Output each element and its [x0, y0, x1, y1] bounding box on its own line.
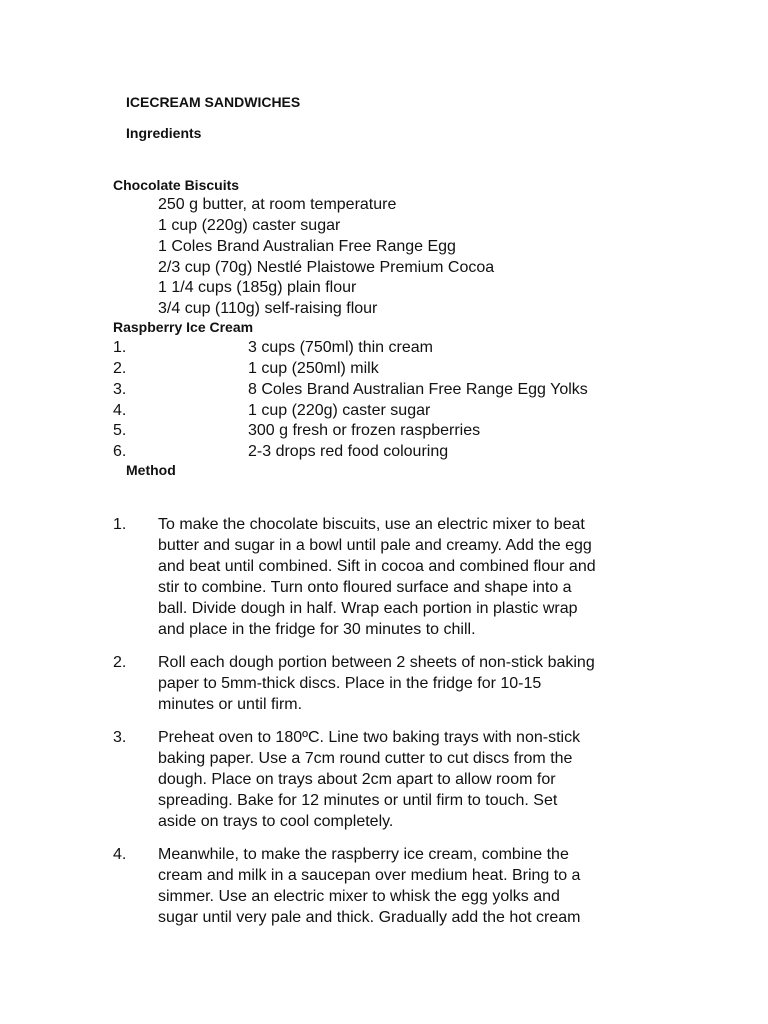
- method-step-number: 3.: [113, 729, 127, 746]
- method-step-text: Preheat oven to 180ºC. Line two baking trays with non-stick baking paper. Use a 7cm round cutter to cut discs from the dough. Place on trays about 2cm apart to allow room for spreading. Bake for 12 minutes or until firm to touch. Set aside on trays to cool completely.: [158, 729, 581, 830]
- method-step-text: To make the chocolate biscuits, use an electric mixer to beat butter and sugar in a bowl until pale and creamy. Add the egg and beat until combined. Sift in cocoa and combined flour and stir to combine. Turn onto floured surface and shape into a ball. Divide dough in half. Wrap each portion in plastic wrap and place in the fridge for 30 minutes to chill.: [158, 516, 596, 638]
- method-step-number: 2.: [113, 654, 127, 671]
- method-step-text: Roll each dough portion between 2 sheets of non-stick baking paper to 5mm-thick discs. Place in the fridge for 10-15 minutes or until firm.: [158, 654, 595, 713]
- icecream-item-number: 5.: [113, 422, 127, 439]
- icecream-ingredient: 2-3 drops red food colouring: [248, 443, 449, 460]
- icecream-ingredient: 3 cups (750ml) thin cream: [248, 339, 433, 356]
- icecream-item-number: 3.: [113, 381, 127, 398]
- biscuits-heading: Chocolate Biscuits: [113, 177, 240, 193]
- biscuit-ingredient: 250 g butter, at room temperature: [158, 196, 397, 213]
- icecream-heading: Raspberry Ice Cream: [113, 319, 254, 335]
- biscuit-ingredient: 1 cup (220g) caster sugar: [158, 217, 341, 234]
- method-step-number: 1.: [113, 516, 127, 533]
- icecream-ingredient: 1 cup (250ml) milk: [248, 360, 379, 377]
- icecream-item-number: 1.: [113, 339, 127, 356]
- icecream-item-number: 6.: [113, 443, 127, 460]
- ingredients-heading: Ingredients: [126, 125, 202, 141]
- icecream-ingredient: 8 Coles Brand Australian Free Range Egg Yolks: [248, 381, 588, 398]
- icecream-item-number: 2.: [113, 360, 127, 377]
- icecream-ingredient: 1 cup (220g) caster sugar: [248, 402, 431, 419]
- icecream-ingredient: 300 g fresh or frozen raspberries: [248, 422, 481, 439]
- method-step-number: 4.: [113, 846, 127, 863]
- icecream-item-number: 4.: [113, 402, 127, 419]
- biscuit-ingredient: 1 Coles Brand Australian Free Range Egg: [158, 238, 456, 255]
- biscuit-ingredient: 1 1/4 cups (185g) plain flour: [158, 279, 357, 296]
- biscuit-ingredient: 2/3 cup (70g) Nestlé Plaistowe Premium Cocoa: [158, 259, 495, 276]
- biscuit-ingredient: 3/4 cup (110g) self-raising flour: [158, 300, 378, 317]
- recipe-title: ICECREAM SANDWICHES: [126, 94, 301, 110]
- method-step-text: Meanwhile, to make the raspberry ice cream, combine the cream and milk in a saucepan over medium heat. Bring to a simmer. Use an electric mixer to whisk the egg yolks and sugar until very pale and thick. Gradually add the hot cream: [158, 846, 581, 926]
- method-heading: Method: [126, 462, 176, 478]
